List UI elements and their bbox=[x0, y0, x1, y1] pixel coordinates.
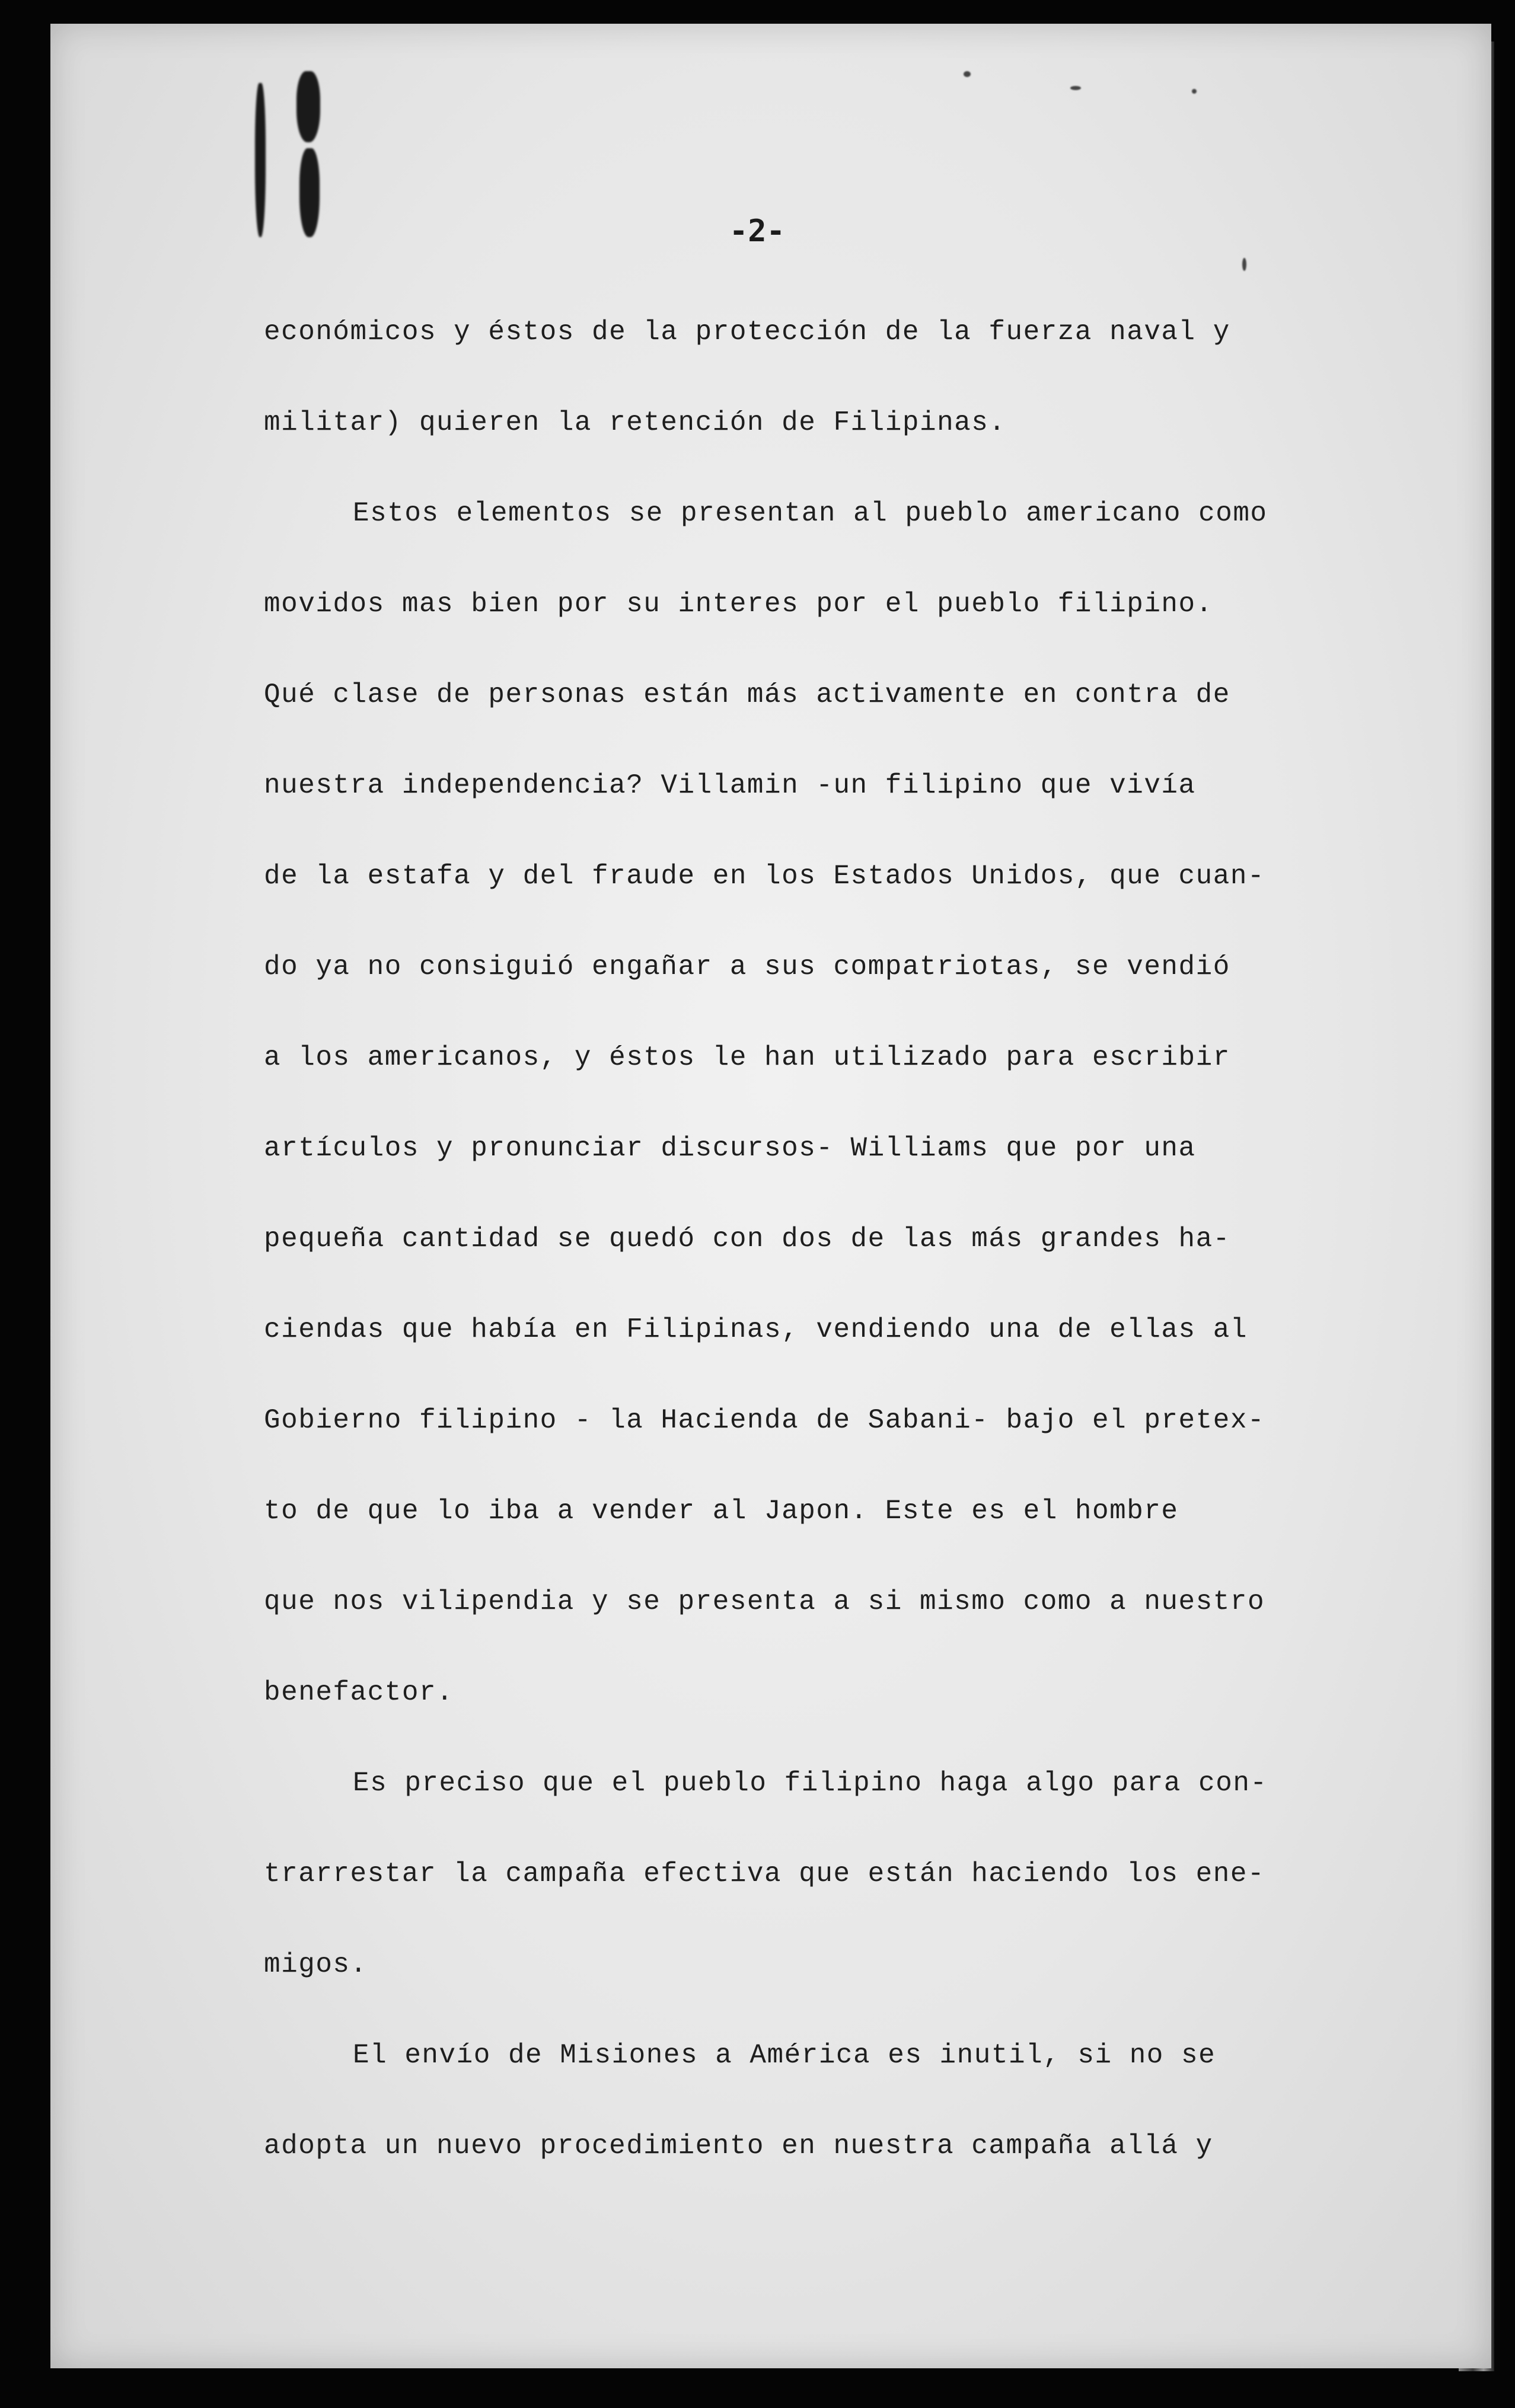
text-line: El envío de Misiones a América es inutil, si no se bbox=[353, 2040, 1216, 2071]
paper-speck bbox=[1242, 258, 1246, 271]
text-line: Gobierno filipino - la Hacienda de Sabani- bajo el pretex- bbox=[264, 1405, 1265, 1436]
text-line: ciendas que había en Filipinas, vendiendo una de ellas al bbox=[264, 1314, 1248, 1345]
text-line: Qué clase de personas están más activamente en contra de bbox=[264, 679, 1230, 710]
text-line: movidos mas bien por su interes por el pueblo filipino. bbox=[264, 589, 1213, 619]
text-line: benefactor. bbox=[264, 1677, 454, 1708]
paper-speck bbox=[964, 71, 971, 77]
text-line: pequeña cantidad se quedó con dos de las más grandes ha- bbox=[264, 1224, 1230, 1254]
paper-speck bbox=[1070, 86, 1081, 90]
text-line: artículos y pronunciar discursos- Williams que por una bbox=[264, 1133, 1196, 1164]
text-line: económicos y éstos de la protección de la fuerza naval y bbox=[264, 317, 1230, 347]
text-line: adopta un nuevo procedimiento en nuestra campaña allá y bbox=[264, 2131, 1213, 2161]
binding-stain-mark bbox=[299, 148, 320, 237]
text-line: trarrestar la campaña efectiva que están haciendo los ene- bbox=[264, 1858, 1265, 1889]
text-line: de la estafa y del fraude en los Estados Unidos, que cuan- bbox=[264, 861, 1265, 892]
text-line: do ya no consiguió engañar a sus compatriotas, se vendió bbox=[264, 951, 1230, 982]
text-line: migos. bbox=[264, 1949, 368, 1980]
text-line: a los americanos, y éstos le han utilizado para escribir bbox=[264, 1042, 1230, 1073]
text-line: militar) quieren la retención de Filipinas. bbox=[264, 407, 1006, 438]
page-number: -2- bbox=[729, 213, 785, 249]
text-line: Estos elementos se presentan al pueblo americano como bbox=[353, 498, 1268, 529]
text-line: Es preciso que el pueblo filipino haga algo para con- bbox=[353, 1768, 1268, 1799]
binding-stain-mark bbox=[296, 71, 320, 142]
binding-stain-mark bbox=[255, 83, 266, 237]
typed-text-body bbox=[264, 305, 1307, 2210]
text-line: que nos vilipendia y se presenta a si mismo como a nuestro bbox=[264, 1586, 1265, 1617]
text-line: to de que lo iba a vender al Japon. Este es el hombre bbox=[264, 1496, 1179, 1526]
text-line: nuestra independencia? Villamin -un filipino que vivía bbox=[264, 770, 1196, 801]
paper-speck bbox=[1192, 89, 1197, 94]
